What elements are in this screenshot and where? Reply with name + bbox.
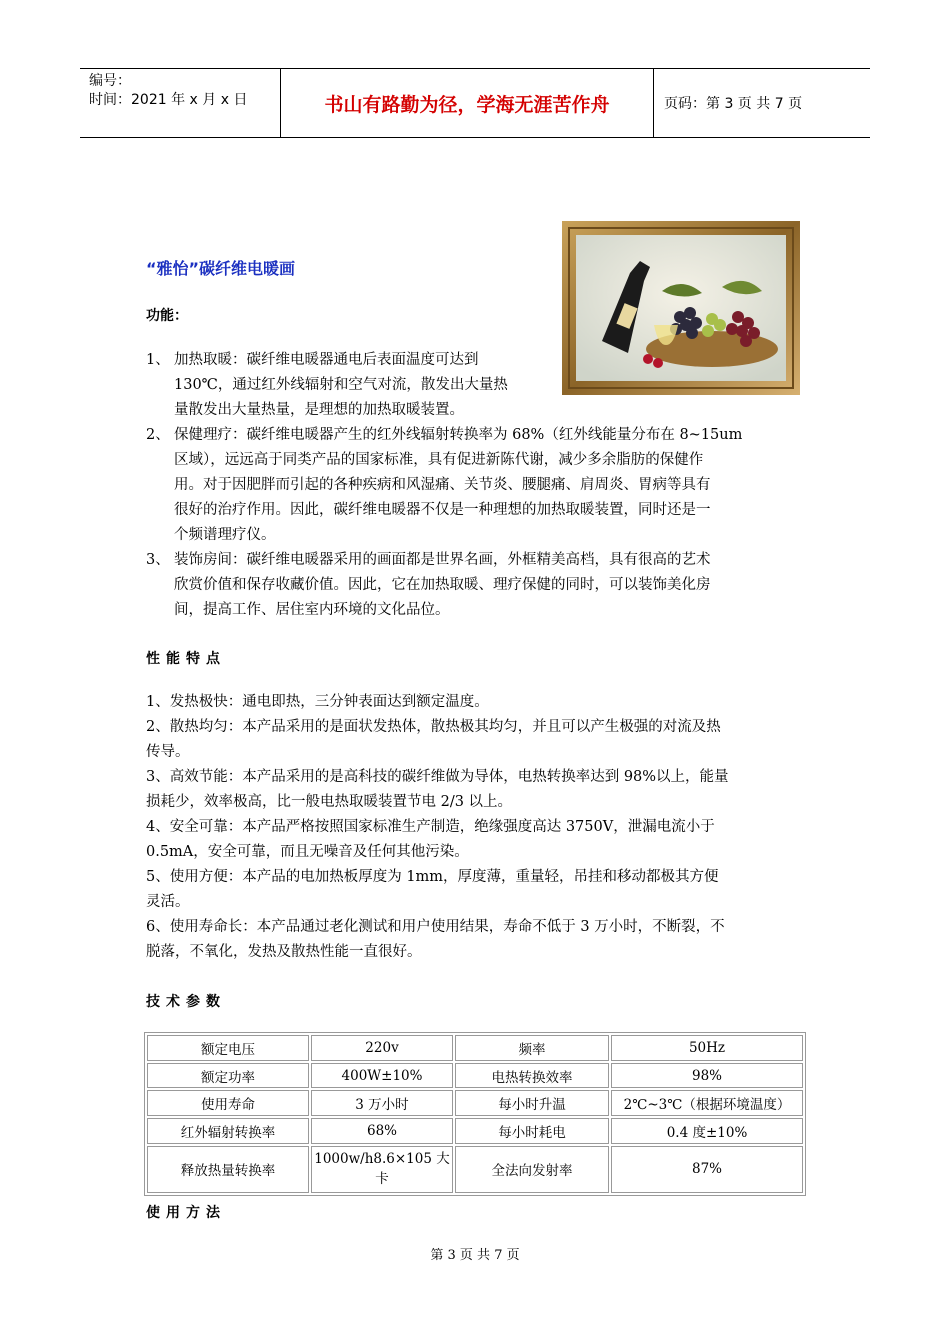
header-meta [80, 69, 281, 137]
tech-heading: 技术参数 [146, 994, 226, 1010]
feature-line: 传导。 [146, 744, 190, 760]
function-2-number: 2、 [146, 427, 170, 443]
feature-line: 0.5mA，安全可靠，而且无噪音及任何其他污染。 [146, 844, 469, 860]
table-row: 红外辐射转换率 68% 每小时耗电 0.4 度±10% [147, 1118, 803, 1144]
product-painting-image [562, 221, 800, 395]
table-row: 额定电压 220v 频率 50Hz [147, 1035, 803, 1061]
header-page-number: 页码：第 3 页 共 7 页 [664, 96, 803, 112]
feature-line: 1、发热极快：通电即热，三分钟表面达到额定温度。 [146, 694, 489, 710]
doc-date: 时间：2021 年 x 月 x 日 [89, 92, 248, 108]
page-header [80, 68, 870, 138]
feature-line: 2、散热均匀：本产品采用的是面状发热体，散热极其均匀，并且可以产生极强的对流及热 [146, 719, 721, 735]
function-1-text: 加热取暖：碳纤维电暖器通电后表面温度可达到 130℃，通过红外线辐射和空气对流，散发出大量热 量散发出大量热量，是理想的加热取暖装置。 [174, 352, 508, 418]
feature-line: 脱落，不氧化，发热及散热性能一直很好。 [146, 944, 422, 960]
features-heading: 性能特点 [146, 651, 226, 667]
product-title: “雅怡”碳纤维电暖画 [146, 259, 296, 278]
function-2-text: 保健理疗：碳纤维电暖器产生的红外线辐射转换率为 68%（红外线能量分布在 8~15um 区域），远远高于同类产品的国家标准，具有促进新陈代谢，减少多余脂肪的保健作 用。对于因肥胖而引起的各种疾病和风湿痛、关节炎、腰腿痛、肩周炎、胃病等具有 很好的治疗作用。因此，碳纤维电暖器不仅是一种理想的加热取暖装置，同时还是一 个频谱理疗仪。 [174, 427, 743, 543]
table-row: 使用寿命 3 万小时 每小时升温 2℃~3℃（根据环境温度） [147, 1090, 803, 1116]
feature-line: 灵活。 [146, 894, 190, 910]
table-row: 释放热量转换率 1000w/h8.6×105 大卡 全法向发射率 87% [147, 1146, 803, 1193]
function-3-text: 装饰房间：碳纤维电暖器采用的画面都是世界名画，外框精美高档，具有很高的艺术 欣赏价值和保存收藏价值。因此，它在加热取暖、理疗保健的同时，可以装饰美化房 间，提高工作、居住室内环境的文化品位。 [174, 552, 711, 618]
tech-params-table [144, 1032, 806, 1196]
feature-line: 3、高效节能：本产品采用的是高科技的碳纤维做为导体，电热转换率达到 98%以上，能量 [146, 769, 729, 785]
page-footer: 第 3 页 共 7 页 [430, 1248, 520, 1263]
feature-line: 损耗少，效率极高，比一般电热取暖装置节电 2/3 以上。 [146, 794, 513, 810]
feature-line: 4、安全可靠：本产品严格按照国家标准生产制造，绝缘强度高达 3750V，泄漏电流小于 [146, 819, 715, 835]
feature-line: 6、使用寿命长：本产品通过老化测试和用户使用结果，寿命不低于 3 万小时，不断裂，不 [146, 919, 725, 935]
header-motto: 书山有路勤为径，学海无涯苦作舟 [281, 69, 654, 137]
features-list [146, 690, 816, 965]
function-1-number: 1、 [146, 352, 170, 368]
table-row: 额定功率 400W±10% 电热转换效率 98% [147, 1063, 803, 1089]
doc-number: 编号： [89, 73, 131, 89]
function-3-number: 3、 [146, 552, 170, 568]
feature-line: 5、使用方便：本产品的电加热板厚度为 1mm，厚度薄，重量轻，吊挂和移动都极其方便 [146, 869, 719, 885]
usage-heading: 使用方法 [146, 1205, 226, 1221]
function-heading: 功能： [146, 308, 188, 324]
